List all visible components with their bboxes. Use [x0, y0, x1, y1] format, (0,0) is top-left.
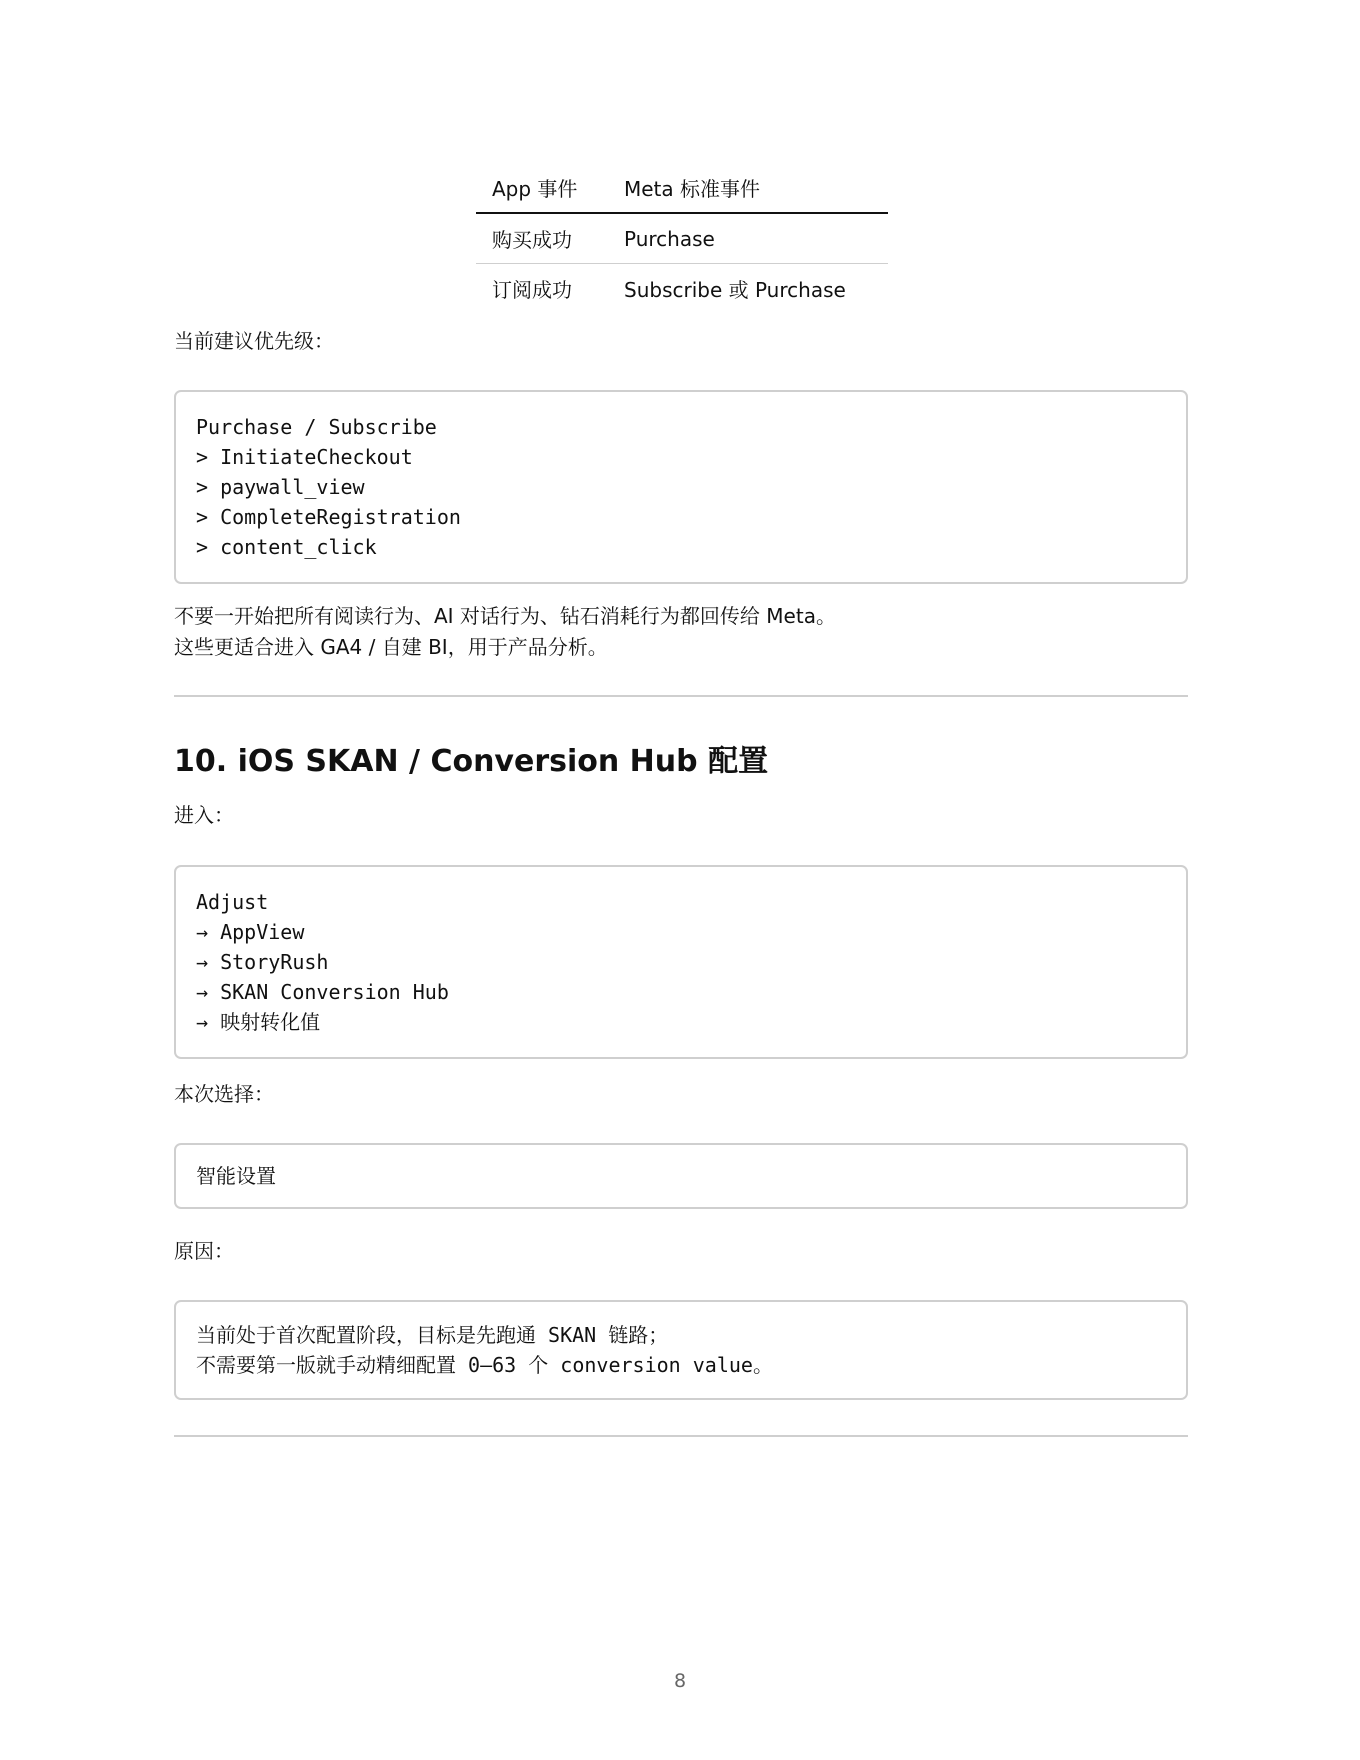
code-line: > content_click	[196, 535, 377, 559]
code-line: Adjust	[196, 890, 269, 914]
table-header-row	[476, 163, 888, 213]
code-line: → 映射转化值	[196, 1010, 321, 1034]
table-row	[476, 264, 888, 314]
code-line: > CompleteRegistration	[196, 505, 461, 529]
reason-line: 当前处于首次配置阶段，目标是先跑通 SKAN 链路；	[196, 1323, 669, 1347]
choice-value: 智能设置	[196, 1164, 276, 1188]
reason-label: 原因：	[174, 1239, 234, 1263]
code-line: > InitiateCheckout	[196, 445, 413, 469]
code-line: → SKAN Conversion Hub	[196, 980, 449, 1004]
enter-label: 进入：	[174, 803, 234, 827]
event-mapping-table	[476, 163, 888, 313]
table-header-app-event: App 事件	[492, 177, 578, 201]
choice-box	[174, 1143, 1188, 1209]
table-cell: Subscribe 或 Purchase	[624, 278, 846, 302]
priority-code-block	[174, 390, 1188, 584]
table-cell: 购买成功	[492, 228, 572, 252]
path-code-block	[174, 865, 1188, 1059]
code-line: → StoryRush	[196, 950, 329, 974]
reason-box	[174, 1300, 1188, 1400]
table-cell: Purchase	[624, 226, 715, 251]
table-cell: 订阅成功	[492, 278, 572, 302]
choice-label: 本次选择：	[174, 1082, 274, 1106]
section-divider	[174, 695, 1188, 697]
priority-label: 当前建议优先级：	[174, 329, 334, 353]
page-number: 8	[673, 1670, 687, 1692]
section-heading: 10. iOS SKAN / Conversion Hub 配置	[174, 744, 769, 779]
code-line: Purchase / Subscribe	[196, 415, 437, 439]
note-paragraph	[174, 601, 836, 663]
table-header-meta-event: Meta 标准事件	[624, 177, 761, 201]
note-line: 不要一开始把所有阅读行为、AI 对话行为、钻石消耗行为都回传给 Meta。	[174, 604, 836, 628]
reason-line: 不需要第一版就手动精细配置 0–63 个 conversion value。	[196, 1353, 773, 1377]
table-row	[476, 213, 888, 264]
section-divider-bottom	[174, 1435, 1188, 1437]
note-line: 这些更适合进入 GA4 / 自建 BI，用于产品分析。	[174, 635, 608, 659]
code-line: → AppView	[196, 920, 305, 944]
code-line: > paywall_view	[196, 475, 365, 499]
